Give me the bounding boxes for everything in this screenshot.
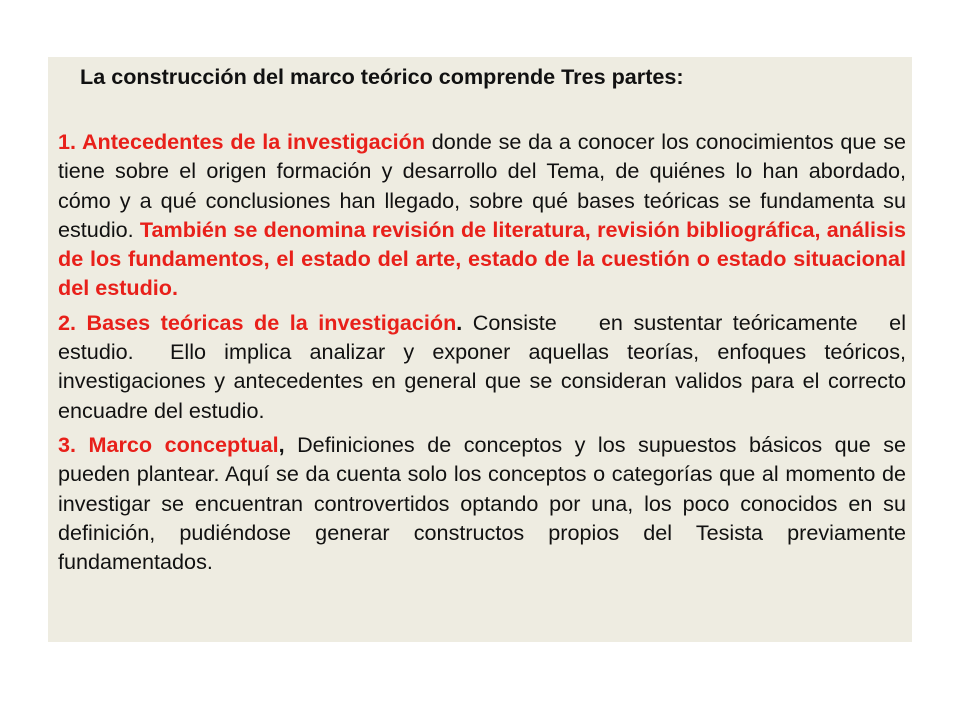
section-body: Consiste en sustentar teóricamente el estudio. Ello implica analizar y exponer aquellas teorías, enfoques teóricos, investigaciones y antecedentes en general que se consideran validos para el correcto encuadre del estudio.: [58, 309, 924, 423]
section-heading: 2. Bases teóricas de la investigación: [58, 309, 457, 335]
section-marco-conceptual: [58, 430, 906, 576]
section-separator: ,: [278, 431, 285, 457]
section-bases-teoricas: [58, 308, 924, 425]
slide-content: [58, 57, 924, 576]
section-heading: 3. Marco conceptual: [58, 431, 279, 457]
section-antecedentes: [58, 127, 906, 303]
section-heading: 1. Antecedentes de la investigación: [58, 129, 426, 154]
section-body: Definiciones de conceptos y los supuestos básicos que se pueden plantear. Aquí se da cuenta solo los conceptos o categorías que al momento de investigar se encuentran controvertidos optando por una, los poco conocidos en su definición, pudiéndose generar constructos propios del Tesista previamente fundamentados.: [58, 431, 906, 575]
section-highlight: También se denomina revisión de literatura, revisión bibliográfica, análisis de los fundamentos, el estado del arte, estado de la cuestión o estado situacional del estudio.: [58, 216, 907, 301]
slide-title: La construcción del marco teórico comprende Tres partes:: [80, 64, 684, 89]
section-body: donde se da a conocer los conocimientos que se tiene sobre el origen formación y desarrollo del Tema, de quiénes lo han abordado, cómo y a qué conclusiones han llegado, sobre qué bases teóricas se fundamenta su estudio.: [58, 129, 907, 242]
section-separator: .: [456, 309, 463, 335]
